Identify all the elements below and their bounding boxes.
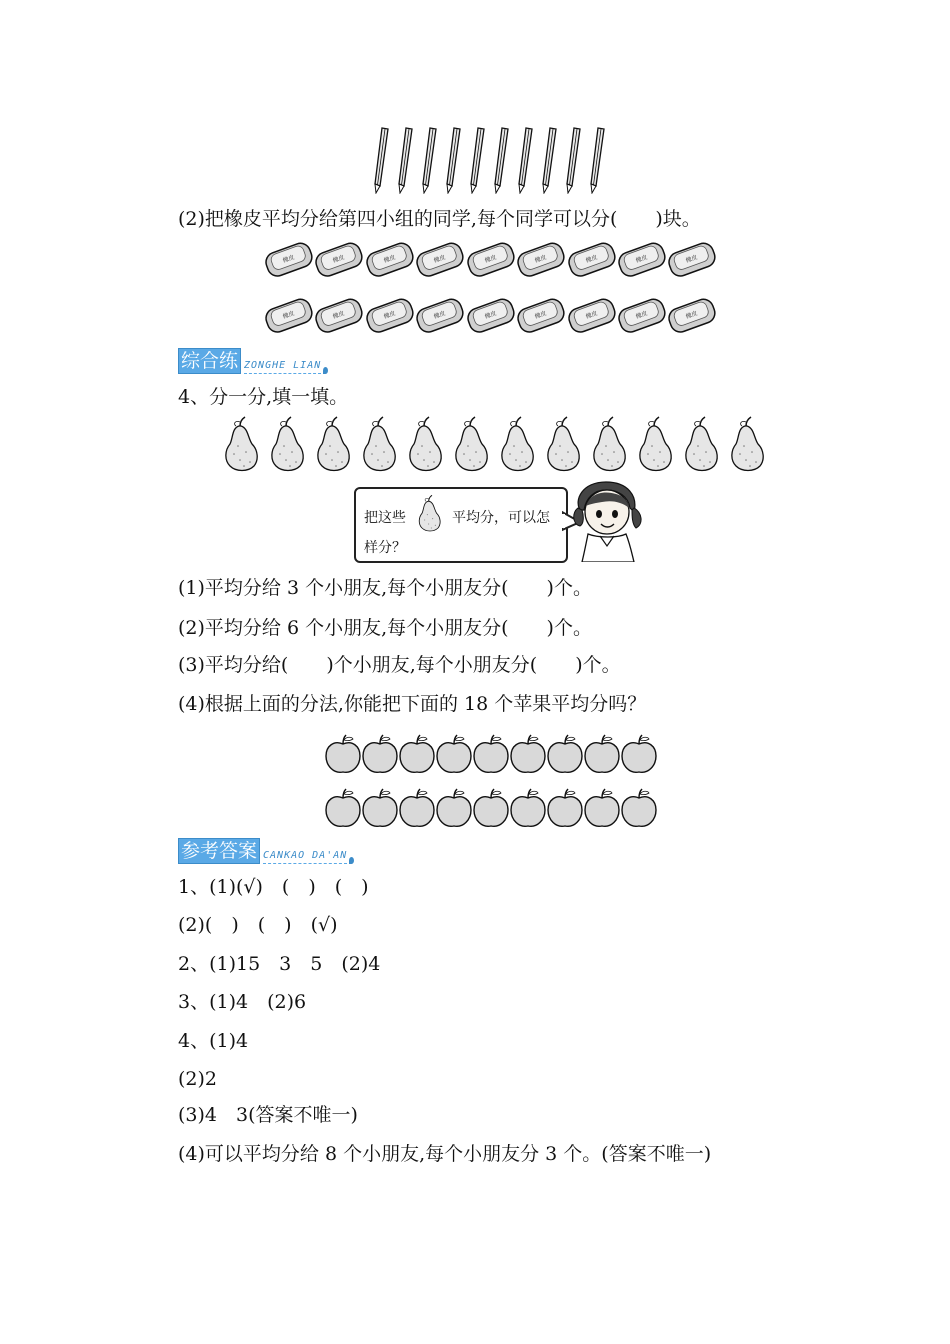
q4-part1: (1)平均分给 3 个小朋友,每个小朋友分( )个。 bbox=[178, 577, 592, 599]
girl-illustration bbox=[572, 478, 648, 562]
q4-part2: (2)平均分给 6 个小朋友,每个小朋友分( )个。 bbox=[178, 617, 592, 639]
eraser-row-2 bbox=[263, 297, 717, 335]
answers-section-title: 参考答案 bbox=[178, 838, 260, 864]
practice-section-pinyin: ZONGHE LIAN bbox=[244, 360, 321, 374]
pin-icon bbox=[323, 367, 328, 374]
answer-line: 3、(1)4 (2)6 bbox=[178, 991, 307, 1013]
answer-line: 2、(1)15 3 5 (2)4 bbox=[178, 953, 381, 975]
answer-line: 1、(1)(√) ( ) ( ) bbox=[178, 876, 369, 898]
speech-bubble bbox=[354, 487, 568, 563]
apple-row-1 bbox=[326, 735, 656, 772]
apple-grid bbox=[322, 732, 662, 828]
answers-section-pinyin: CANKAO DA'AN bbox=[263, 850, 347, 864]
practice-section-header bbox=[178, 348, 328, 374]
answer-line: (2)2 bbox=[178, 1068, 218, 1090]
pear-row bbox=[214, 416, 774, 474]
pencil-row bbox=[372, 126, 612, 194]
q4-part3: (3)平均分给( )个小朋友,每个小朋友分( )个。 bbox=[178, 654, 621, 676]
q4-title: 4、分一分,填一填。 bbox=[178, 386, 349, 408]
pin-icon bbox=[349, 857, 354, 864]
answer-line: (3)4 3(答案不唯一) bbox=[178, 1104, 358, 1126]
pear-icon bbox=[414, 491, 446, 537]
bubble-text-1a: 把这些 bbox=[364, 510, 406, 526]
apple-row-2 bbox=[326, 789, 656, 826]
bubble-text-2: 样分？ bbox=[364, 540, 406, 556]
answer-line: 4、(1)4 bbox=[178, 1030, 249, 1052]
pencils-illustration bbox=[372, 126, 612, 194]
eraser-grid bbox=[262, 236, 752, 348]
eraser-row-1 bbox=[263, 241, 717, 279]
answers-section-header bbox=[178, 838, 354, 864]
q4-part4: (4)根据上面的分法,你能把下面的 18 个苹果平均分吗？ bbox=[178, 693, 647, 715]
practice-section-title: 综合练 bbox=[178, 348, 241, 374]
bubble-text-1b: 平均分，可以怎 bbox=[452, 510, 550, 526]
answer-line: (2)( ) ( ) (√) bbox=[178, 914, 338, 936]
q3-part2-text: (2)把橡皮平均分给第四小组的同学,每个同学可以分( )块。 bbox=[178, 208, 701, 230]
answer-line: (4)可以平均分给 8 个小朋友,每个小朋友分 3 个。(答案不唯一) bbox=[178, 1143, 712, 1165]
